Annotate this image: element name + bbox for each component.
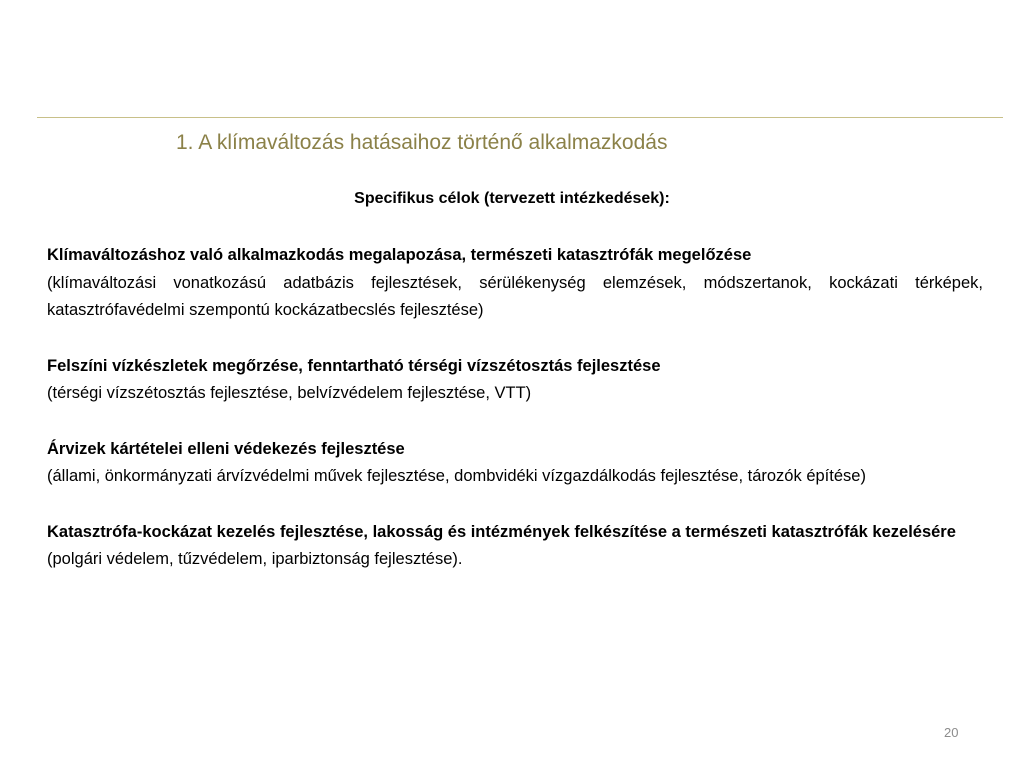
slide-title: 1. A klímaváltozás hatásaihoz történő alkalmazkodás [176,131,668,154]
objective-item-3 [47,436,983,491]
objective-heading: Árvizek kártételei elleni védekezés fejlesztése [47,439,405,458]
title-divider-line [37,117,1003,118]
objective-description: (térségi vízszétosztás fejlesztése, belvízvédelem fejlesztése, VTT) [47,384,532,402]
page-number: 20 [944,725,959,740]
objective-description: (klímaváltozási vonatkozású adatbázis fejlesztések, sérülékenység elemzések, módszertanok, kockázati térképek, katasztrófavédelmi szempontú kockázatbecslés fejlesztése) [47,273,983,319]
objectives-list [47,242,983,602]
objective-heading: Klímaváltozáshoz való alkalmazkodás megalapozása, természeti katasztrófák megelőzése [47,246,752,264]
objective-item-1 [47,242,983,325]
objective-heading: Felszíni vízkészletek megőrzése, fenntartható térségi vízszétosztás fejlesztése [47,356,661,375]
objective-item-2 [47,353,983,408]
objective-heading: Katasztrófa-kockázat kezelés fejlesztése, lakosság és intézmények felkészítése a természeti katasztrófák kezelésére [47,522,956,541]
objective-item-4 [47,519,983,574]
objective-description: (állami, önkormányzati árvízvédelmi művek fejlesztése, dombvidéki vízgazdálkodás fejlesztése, tározók építése) [47,467,866,485]
objective-description: (polgári védelem, tűzvédelem, iparbiztonság fejlesztése). [47,550,463,568]
section-subtitle: Specifikus célok (tervezett intézkedések): [354,190,670,207]
